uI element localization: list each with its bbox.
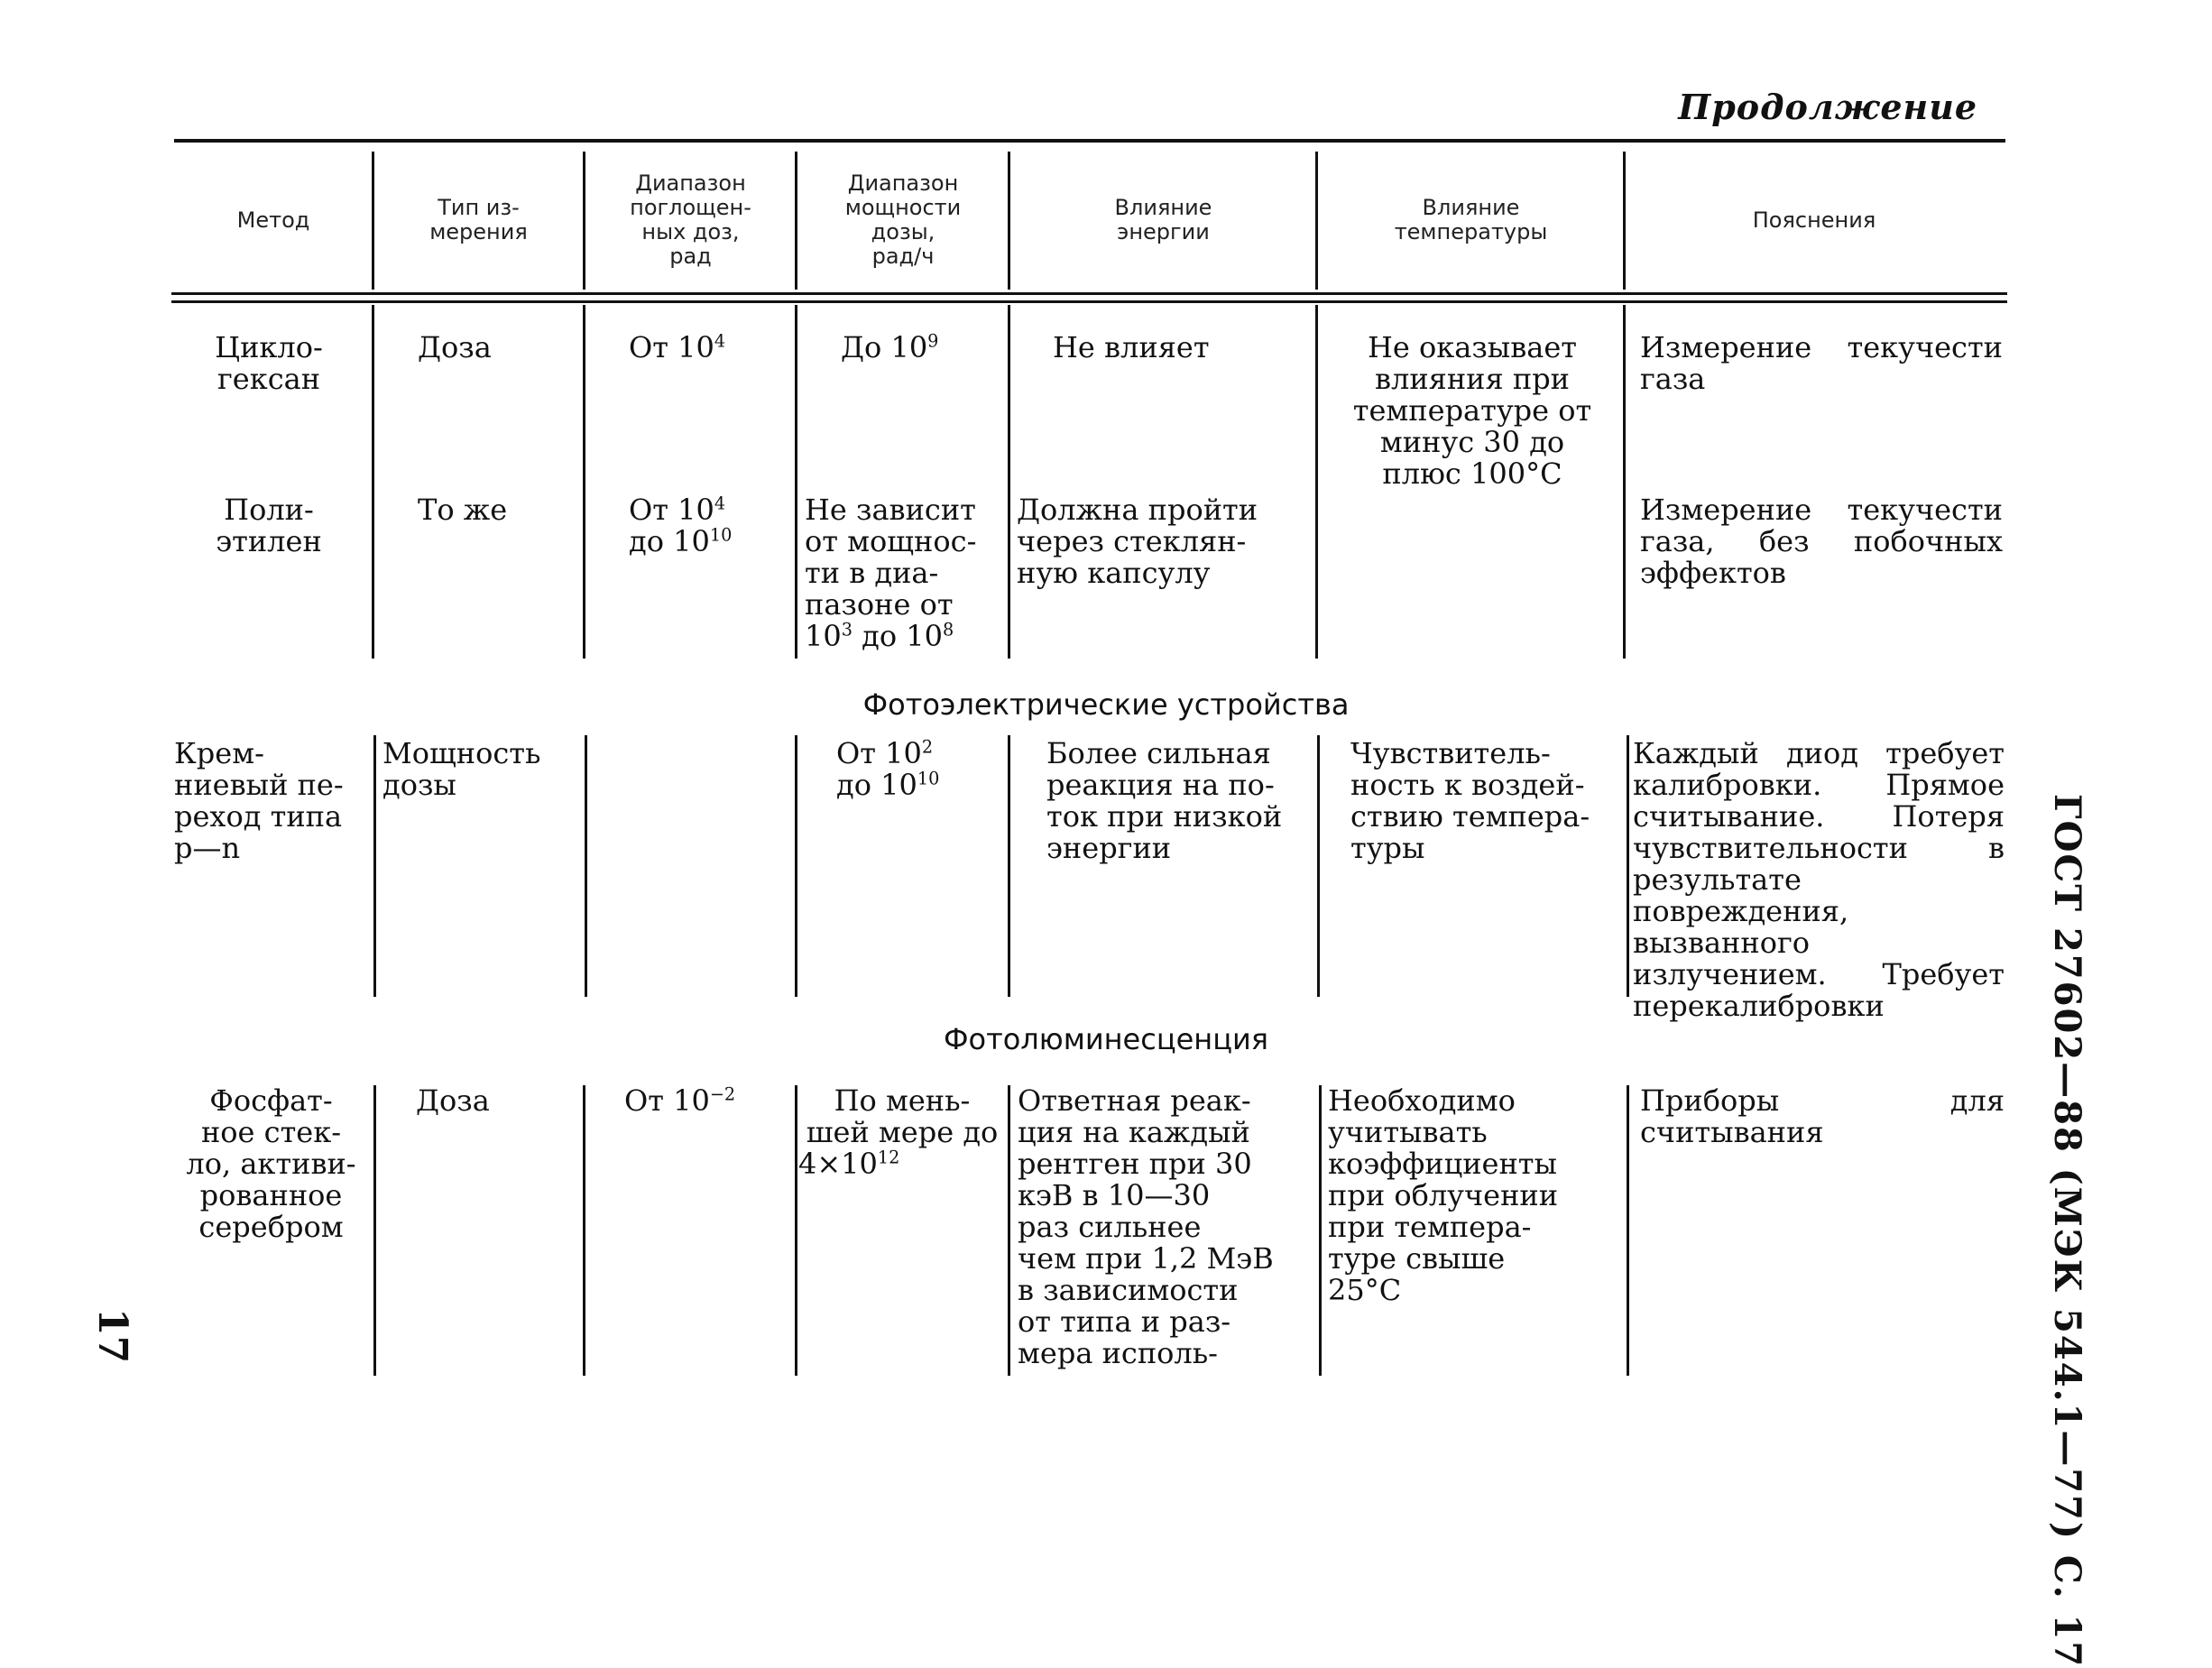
section2-type: Доза	[416, 1083, 490, 1118]
section2-notes: Приборы для считывания	[1640, 1083, 2005, 1149]
section2-rate: По мень- шей мере до $4\times 10^{12}$	[798, 1083, 999, 1181]
col-divider	[373, 735, 376, 997]
col-divider	[795, 735, 797, 997]
col-divider	[1315, 305, 1318, 659]
col-divider	[1319, 1085, 1322, 1376]
table-top-rule	[174, 139, 2005, 143]
section1-method: Крем- ниевый пе- реход типа p—n	[174, 736, 344, 865]
row2-notes: Измерение текучести газа, без побочных эффектов	[1640, 493, 2003, 590]
section1-temperature: Чувствитель- ность к воздей- ствию темпера- туры	[1350, 736, 1590, 865]
col-divider	[795, 152, 797, 290]
section-title-photoluminescence: Фотолюминесценция	[943, 1022, 1269, 1056]
header-method: Метод	[236, 207, 310, 233]
col-divider	[1623, 152, 1626, 290]
row2-energy: Должна пройти через стеклян- ную капсулу	[1017, 493, 1258, 590]
col-divider	[1008, 152, 1010, 290]
col-divider	[795, 1085, 797, 1376]
row1-notes: Измерение текучести газа	[1640, 330, 2003, 396]
section1-type: Мощность дозы	[382, 736, 541, 802]
col-divider	[583, 1085, 585, 1376]
header-notes: Пояснения	[1752, 207, 1876, 233]
row1-method: Цикло- гексан	[215, 330, 323, 396]
row1-dose: От $10^4$	[629, 330, 726, 364]
row1-energy: Не влияет	[1053, 330, 1210, 364]
col-divider	[373, 1085, 376, 1376]
col-divider	[1008, 305, 1010, 659]
row2-method: Поли- этилен	[216, 493, 322, 558]
col-divider	[372, 305, 374, 659]
section-title-photoelectric: Фотоэлектрические устройства	[862, 687, 1350, 722]
header-rule-2	[171, 300, 2007, 303]
col-divider	[1008, 735, 1010, 997]
row2-type: То же	[418, 493, 508, 527]
continuation-label: Продолжение	[1678, 87, 1977, 127]
header-energy: Влияние энергии	[1114, 195, 1212, 244]
col-divider	[795, 305, 797, 659]
row1-rate: До $10^9$	[841, 330, 939, 364]
section2-energy: Ответная реак- ция на каждый рентген при 30 кэВ в 10—30 раз сильнее чем при 1,2 МэВ в зависимости от типа и раз- мера исполь-	[1018, 1083, 1274, 1370]
col-divider	[583, 305, 585, 659]
col-divider	[1623, 305, 1626, 659]
header-measure-type: Тип из- мерения	[429, 195, 528, 244]
section2-temperature: Необходимо учитывать коэффициенты при облучении при темпера- туре свыше 25°С	[1328, 1083, 1559, 1307]
col-divider	[1315, 152, 1318, 290]
col-divider	[1627, 735, 1629, 997]
section2-dose: От $10^{-2}$	[624, 1083, 736, 1118]
section2-method: Фосфат- ное стек- ло, активи- рованное серебром	[186, 1083, 356, 1244]
header-rule-1	[171, 292, 2007, 295]
col-divider	[1627, 1085, 1629, 1376]
section1-rate: От $10^2$ до $10^{10}$	[836, 736, 940, 802]
row1-temperature: Не оказывает влияния при температуре от минус 30 до плюс 100°С	[1352, 330, 1592, 491]
col-divider	[1317, 735, 1320, 997]
header-dose-range: Диапазон поглощен- ных доз, рад	[630, 170, 751, 269]
col-divider	[585, 735, 587, 997]
col-divider	[1008, 1085, 1010, 1376]
section1-notes: Каждый диод требует калибровки. Прямое считывание. Потеря чувствительности в результате повреждения, вызванного излучением. Требует перекалибровки	[1633, 736, 2005, 1023]
row1-type: Доза	[418, 330, 492, 364]
header-rate-range: Диапазон мощности дозы, рад/ч	[844, 170, 962, 269]
row2-rate: Не зависит от мощнос- ти в диа- пазоне от $10^3$ до $10^8$	[805, 493, 977, 653]
col-divider	[583, 152, 585, 290]
col-divider	[372, 152, 374, 290]
section1-energy: Более сильная реакция на по- ток при низкой энергии	[1046, 736, 1283, 865]
header-temperature: Влияние температуры	[1394, 195, 1548, 244]
side-document-code: ГОСТ 27602—88 (МЭК 544.1—77) С. 17	[2046, 794, 2088, 1668]
row2-dose: От $10^4$ до $10^{10}$	[629, 493, 733, 558]
page-number: 17	[89, 1308, 135, 1364]
